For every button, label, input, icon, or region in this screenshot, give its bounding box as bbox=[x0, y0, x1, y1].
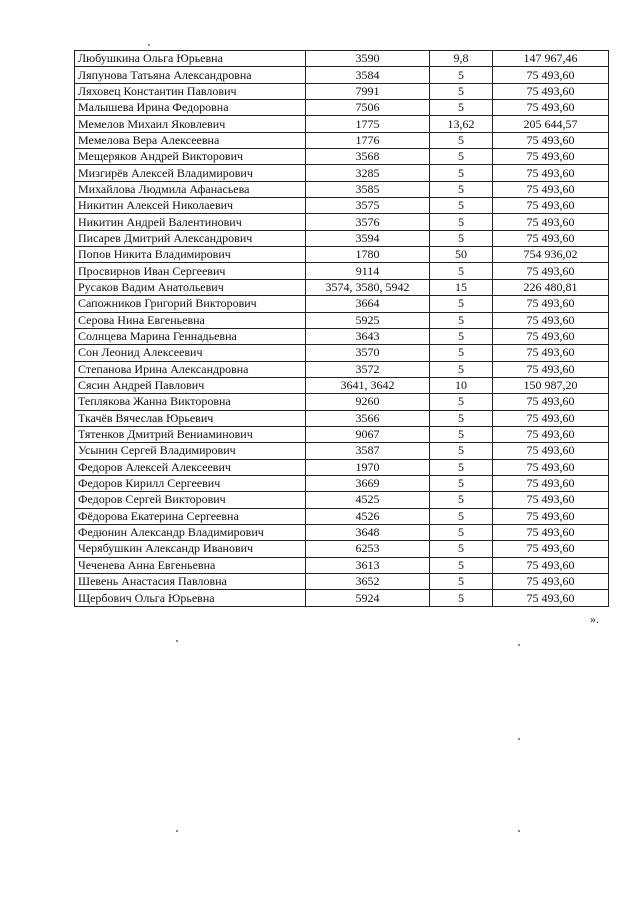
share-cell: 5 bbox=[430, 394, 493, 410]
amount-cell: 75 493,60 bbox=[493, 263, 609, 279]
amount-cell: 754 936,02 bbox=[493, 247, 609, 263]
table-row bbox=[75, 247, 609, 263]
amount-cell: 75 493,60 bbox=[493, 459, 609, 475]
table-row bbox=[75, 279, 609, 295]
amount-cell: 75 493,60 bbox=[493, 345, 609, 361]
share-cell: 5 bbox=[430, 100, 493, 116]
member-name-cell: Мещеряков Андрей Викторович bbox=[75, 149, 306, 165]
plot-number-cell: 1780 bbox=[306, 247, 430, 263]
table-row bbox=[75, 574, 609, 590]
table-row bbox=[75, 263, 609, 279]
member-name-cell: Малышева Ирина Федоровна bbox=[75, 100, 306, 116]
table-row bbox=[75, 51, 609, 67]
member-name-cell: Никитин Андрей Валентинович bbox=[75, 214, 306, 230]
plot-number-cell: 3576 bbox=[306, 214, 430, 230]
share-cell: 5 bbox=[430, 263, 493, 279]
member-name-cell: Попов Никита Владимирович bbox=[75, 247, 306, 263]
share-cell: 5 bbox=[430, 590, 493, 606]
amount-cell: 75 493,60 bbox=[493, 410, 609, 426]
member-name-cell: Тятенков Дмитрий Вениаминович bbox=[75, 426, 306, 442]
plot-number-cell: 3584 bbox=[306, 67, 430, 83]
share-cell: 5 bbox=[430, 328, 493, 344]
table-row bbox=[75, 443, 609, 459]
plot-number-cell: 4526 bbox=[306, 508, 430, 524]
share-cell: 5 bbox=[430, 524, 493, 540]
table-row bbox=[75, 230, 609, 246]
member-name-cell: Писарев Дмитрий Александрович bbox=[75, 230, 306, 246]
table-row bbox=[75, 557, 609, 573]
amount-cell: 75 493,60 bbox=[493, 328, 609, 344]
plot-number-cell: 9260 bbox=[306, 394, 430, 410]
share-cell: 5 bbox=[430, 230, 493, 246]
member-name-cell: Федюнин Александр Владимирович bbox=[75, 524, 306, 540]
plot-number-cell: 3285 bbox=[306, 165, 430, 181]
table-row bbox=[75, 181, 609, 197]
plot-number-cell: 3590 bbox=[306, 51, 430, 67]
scan-speck bbox=[176, 830, 178, 832]
plot-number-cell: 4525 bbox=[306, 492, 430, 508]
table-row bbox=[75, 492, 609, 508]
member-name-cell: Федоров Алексей Алексеевич bbox=[75, 459, 306, 475]
table-row bbox=[75, 328, 609, 344]
table-row bbox=[75, 132, 609, 148]
amount-cell: 75 493,60 bbox=[493, 83, 609, 99]
table-row bbox=[75, 214, 609, 230]
plot-number-cell: 1775 bbox=[306, 116, 430, 132]
plot-number-cell: 3641, 3642 bbox=[306, 377, 430, 393]
member-name-cell: Русаков Вадим Анатольевич bbox=[75, 279, 306, 295]
plot-number-cell: 7991 bbox=[306, 83, 430, 99]
plot-number-cell: 3570 bbox=[306, 345, 430, 361]
plot-number-cell: 3594 bbox=[306, 230, 430, 246]
member-name-cell: Ткачёв Вячеслав Юрьевич bbox=[75, 410, 306, 426]
share-cell: 5 bbox=[430, 443, 493, 459]
amount-cell: 75 493,60 bbox=[493, 165, 609, 181]
share-cell: 5 bbox=[430, 149, 493, 165]
table-row bbox=[75, 296, 609, 312]
amount-cell: 75 493,60 bbox=[493, 214, 609, 230]
amount-cell: 75 493,60 bbox=[493, 508, 609, 524]
amount-cell: 75 493,60 bbox=[493, 181, 609, 197]
amount-cell: 75 493,60 bbox=[493, 426, 609, 442]
table-row bbox=[75, 312, 609, 328]
amount-cell: 75 493,60 bbox=[493, 312, 609, 328]
plot-number-cell: 3652 bbox=[306, 574, 430, 590]
share-cell: 5 bbox=[430, 361, 493, 377]
table-row bbox=[75, 590, 609, 606]
share-cell: 5 bbox=[430, 459, 493, 475]
member-name-cell: Федоров Сергей Викторович bbox=[75, 492, 306, 508]
share-cell: 5 bbox=[430, 475, 493, 491]
share-cell: 5 bbox=[430, 557, 493, 573]
share-cell: 10 bbox=[430, 377, 493, 393]
plot-number-cell: 1970 bbox=[306, 459, 430, 475]
table-row bbox=[75, 67, 609, 83]
amount-cell: 147 967,46 bbox=[493, 51, 609, 67]
plot-number-cell: 6253 bbox=[306, 541, 430, 557]
amount-cell: 75 493,60 bbox=[493, 230, 609, 246]
scan-speck bbox=[518, 644, 520, 646]
amount-cell: 75 493,60 bbox=[493, 557, 609, 573]
closing-quote-mark: ». bbox=[590, 612, 599, 626]
member-name-cell: Сясин Андрей Павлович bbox=[75, 377, 306, 393]
share-cell: 5 bbox=[430, 508, 493, 524]
table-row bbox=[75, 459, 609, 475]
plot-number-cell: 9114 bbox=[306, 263, 430, 279]
table-row bbox=[75, 149, 609, 165]
table-row bbox=[75, 361, 609, 377]
table-row bbox=[75, 541, 609, 557]
amount-cell: 75 493,60 bbox=[493, 198, 609, 214]
member-name-cell: Серова Нина Евгеньевна bbox=[75, 312, 306, 328]
members-table bbox=[74, 50, 609, 607]
member-name-cell: Просвирнов Иван Сергеевич bbox=[75, 263, 306, 279]
share-cell: 5 bbox=[430, 574, 493, 590]
amount-cell: 150 987,20 bbox=[493, 377, 609, 393]
members-table-body bbox=[75, 51, 609, 607]
table-row bbox=[75, 394, 609, 410]
share-cell: 5 bbox=[430, 214, 493, 230]
scan-speck bbox=[518, 738, 520, 740]
plot-number-cell: 3568 bbox=[306, 149, 430, 165]
plot-number-cell: 3587 bbox=[306, 443, 430, 459]
share-cell: 5 bbox=[430, 492, 493, 508]
member-name-cell: Мемелова Вера Алексеевна bbox=[75, 132, 306, 148]
amount-cell: 75 493,60 bbox=[493, 296, 609, 312]
member-name-cell: Степанова Ирина Александровна bbox=[75, 361, 306, 377]
amount-cell: 75 493,60 bbox=[493, 100, 609, 116]
member-name-cell: Мизгирёв Алексей Владимирович bbox=[75, 165, 306, 181]
member-name-cell: Чеченева Анна Евгеньевна bbox=[75, 557, 306, 573]
plot-number-cell: 1776 bbox=[306, 132, 430, 148]
plot-number-cell: 3664 bbox=[306, 296, 430, 312]
member-name-cell: Сон Леонид Алексеевич bbox=[75, 345, 306, 361]
scan-speck bbox=[148, 44, 150, 46]
table-row bbox=[75, 345, 609, 361]
plot-number-cell: 3669 bbox=[306, 475, 430, 491]
amount-cell: 75 493,60 bbox=[493, 361, 609, 377]
table-row bbox=[75, 116, 609, 132]
member-name-cell: Мемелов Михаил Яковлевич bbox=[75, 116, 306, 132]
share-cell: 5 bbox=[430, 181, 493, 197]
member-name-cell: Никитин Алексей Николаевич bbox=[75, 198, 306, 214]
amount-cell: 226 480,81 bbox=[493, 279, 609, 295]
table-row bbox=[75, 508, 609, 524]
share-cell: 5 bbox=[430, 410, 493, 426]
share-cell: 9,8 bbox=[430, 51, 493, 67]
plot-number-cell: 3575 bbox=[306, 198, 430, 214]
member-name-cell: Михайлова Людмила Афанасьева bbox=[75, 181, 306, 197]
share-cell: 5 bbox=[430, 296, 493, 312]
amount-cell: 75 493,60 bbox=[493, 475, 609, 491]
member-name-cell: Любушкина Ольга Юрьевна bbox=[75, 51, 306, 67]
plot-number-cell: 3574, 3580, 5942 bbox=[306, 279, 430, 295]
scan-speck bbox=[176, 640, 178, 642]
share-cell: 50 bbox=[430, 247, 493, 263]
member-name-cell: Теплякова Жанна Викторовна bbox=[75, 394, 306, 410]
share-cell: 5 bbox=[430, 426, 493, 442]
table-row bbox=[75, 83, 609, 99]
amount-cell: 75 493,60 bbox=[493, 132, 609, 148]
share-cell: 5 bbox=[430, 312, 493, 328]
share-cell: 5 bbox=[430, 165, 493, 181]
share-cell: 13,62 bbox=[430, 116, 493, 132]
table-row bbox=[75, 377, 609, 393]
table-row bbox=[75, 426, 609, 442]
plot-number-cell: 5925 bbox=[306, 312, 430, 328]
share-cell: 5 bbox=[430, 67, 493, 83]
amount-cell: 75 493,60 bbox=[493, 574, 609, 590]
plot-number-cell: 3613 bbox=[306, 557, 430, 573]
member-name-cell: Ляховец Константин Павлович bbox=[75, 83, 306, 99]
plot-number-cell: 5924 bbox=[306, 590, 430, 606]
plot-number-cell: 7506 bbox=[306, 100, 430, 116]
plot-number-cell: 3648 bbox=[306, 524, 430, 540]
member-name-cell: Черябушкин Александр Иванович bbox=[75, 541, 306, 557]
scan-speck bbox=[518, 830, 520, 832]
member-name-cell: Ляпунова Татьяна Александровна bbox=[75, 67, 306, 83]
amount-cell: 75 493,60 bbox=[493, 541, 609, 557]
member-name-cell: Солнцева Марина Геннадьевна bbox=[75, 328, 306, 344]
member-name-cell: Федоров Кирилл Сергеевич bbox=[75, 475, 306, 491]
plot-number-cell: 3643 bbox=[306, 328, 430, 344]
member-name-cell: Шевень Анастасия Павловна bbox=[75, 574, 306, 590]
member-name-cell: Сапожников Григорий Викторович bbox=[75, 296, 306, 312]
table-row bbox=[75, 100, 609, 116]
amount-cell: 75 493,60 bbox=[493, 524, 609, 540]
member-name-cell: Щербович Ольга Юрьевна bbox=[75, 590, 306, 606]
plot-number-cell: 3572 bbox=[306, 361, 430, 377]
amount-cell: 75 493,60 bbox=[493, 492, 609, 508]
member-name-cell: Усынин Сергей Владимирович bbox=[75, 443, 306, 459]
amount-cell: 75 493,60 bbox=[493, 590, 609, 606]
member-name-cell: Фёдорова Екатерина Сергеевна bbox=[75, 508, 306, 524]
share-cell: 5 bbox=[430, 132, 493, 148]
amount-cell: 75 493,60 bbox=[493, 149, 609, 165]
table-row bbox=[75, 410, 609, 426]
plot-number-cell: 9067 bbox=[306, 426, 430, 442]
share-cell: 5 bbox=[430, 541, 493, 557]
amount-cell: 75 493,60 bbox=[493, 394, 609, 410]
table-row bbox=[75, 475, 609, 491]
table-row bbox=[75, 165, 609, 181]
amount-cell: 75 493,60 bbox=[493, 67, 609, 83]
amount-cell: 205 644,57 bbox=[493, 116, 609, 132]
table-row bbox=[75, 524, 609, 540]
share-cell: 15 bbox=[430, 279, 493, 295]
plot-number-cell: 3566 bbox=[306, 410, 430, 426]
table-row bbox=[75, 198, 609, 214]
amount-cell: 75 493,60 bbox=[493, 443, 609, 459]
share-cell: 5 bbox=[430, 83, 493, 99]
share-cell: 5 bbox=[430, 345, 493, 361]
share-cell: 5 bbox=[430, 198, 493, 214]
plot-number-cell: 3585 bbox=[306, 181, 430, 197]
